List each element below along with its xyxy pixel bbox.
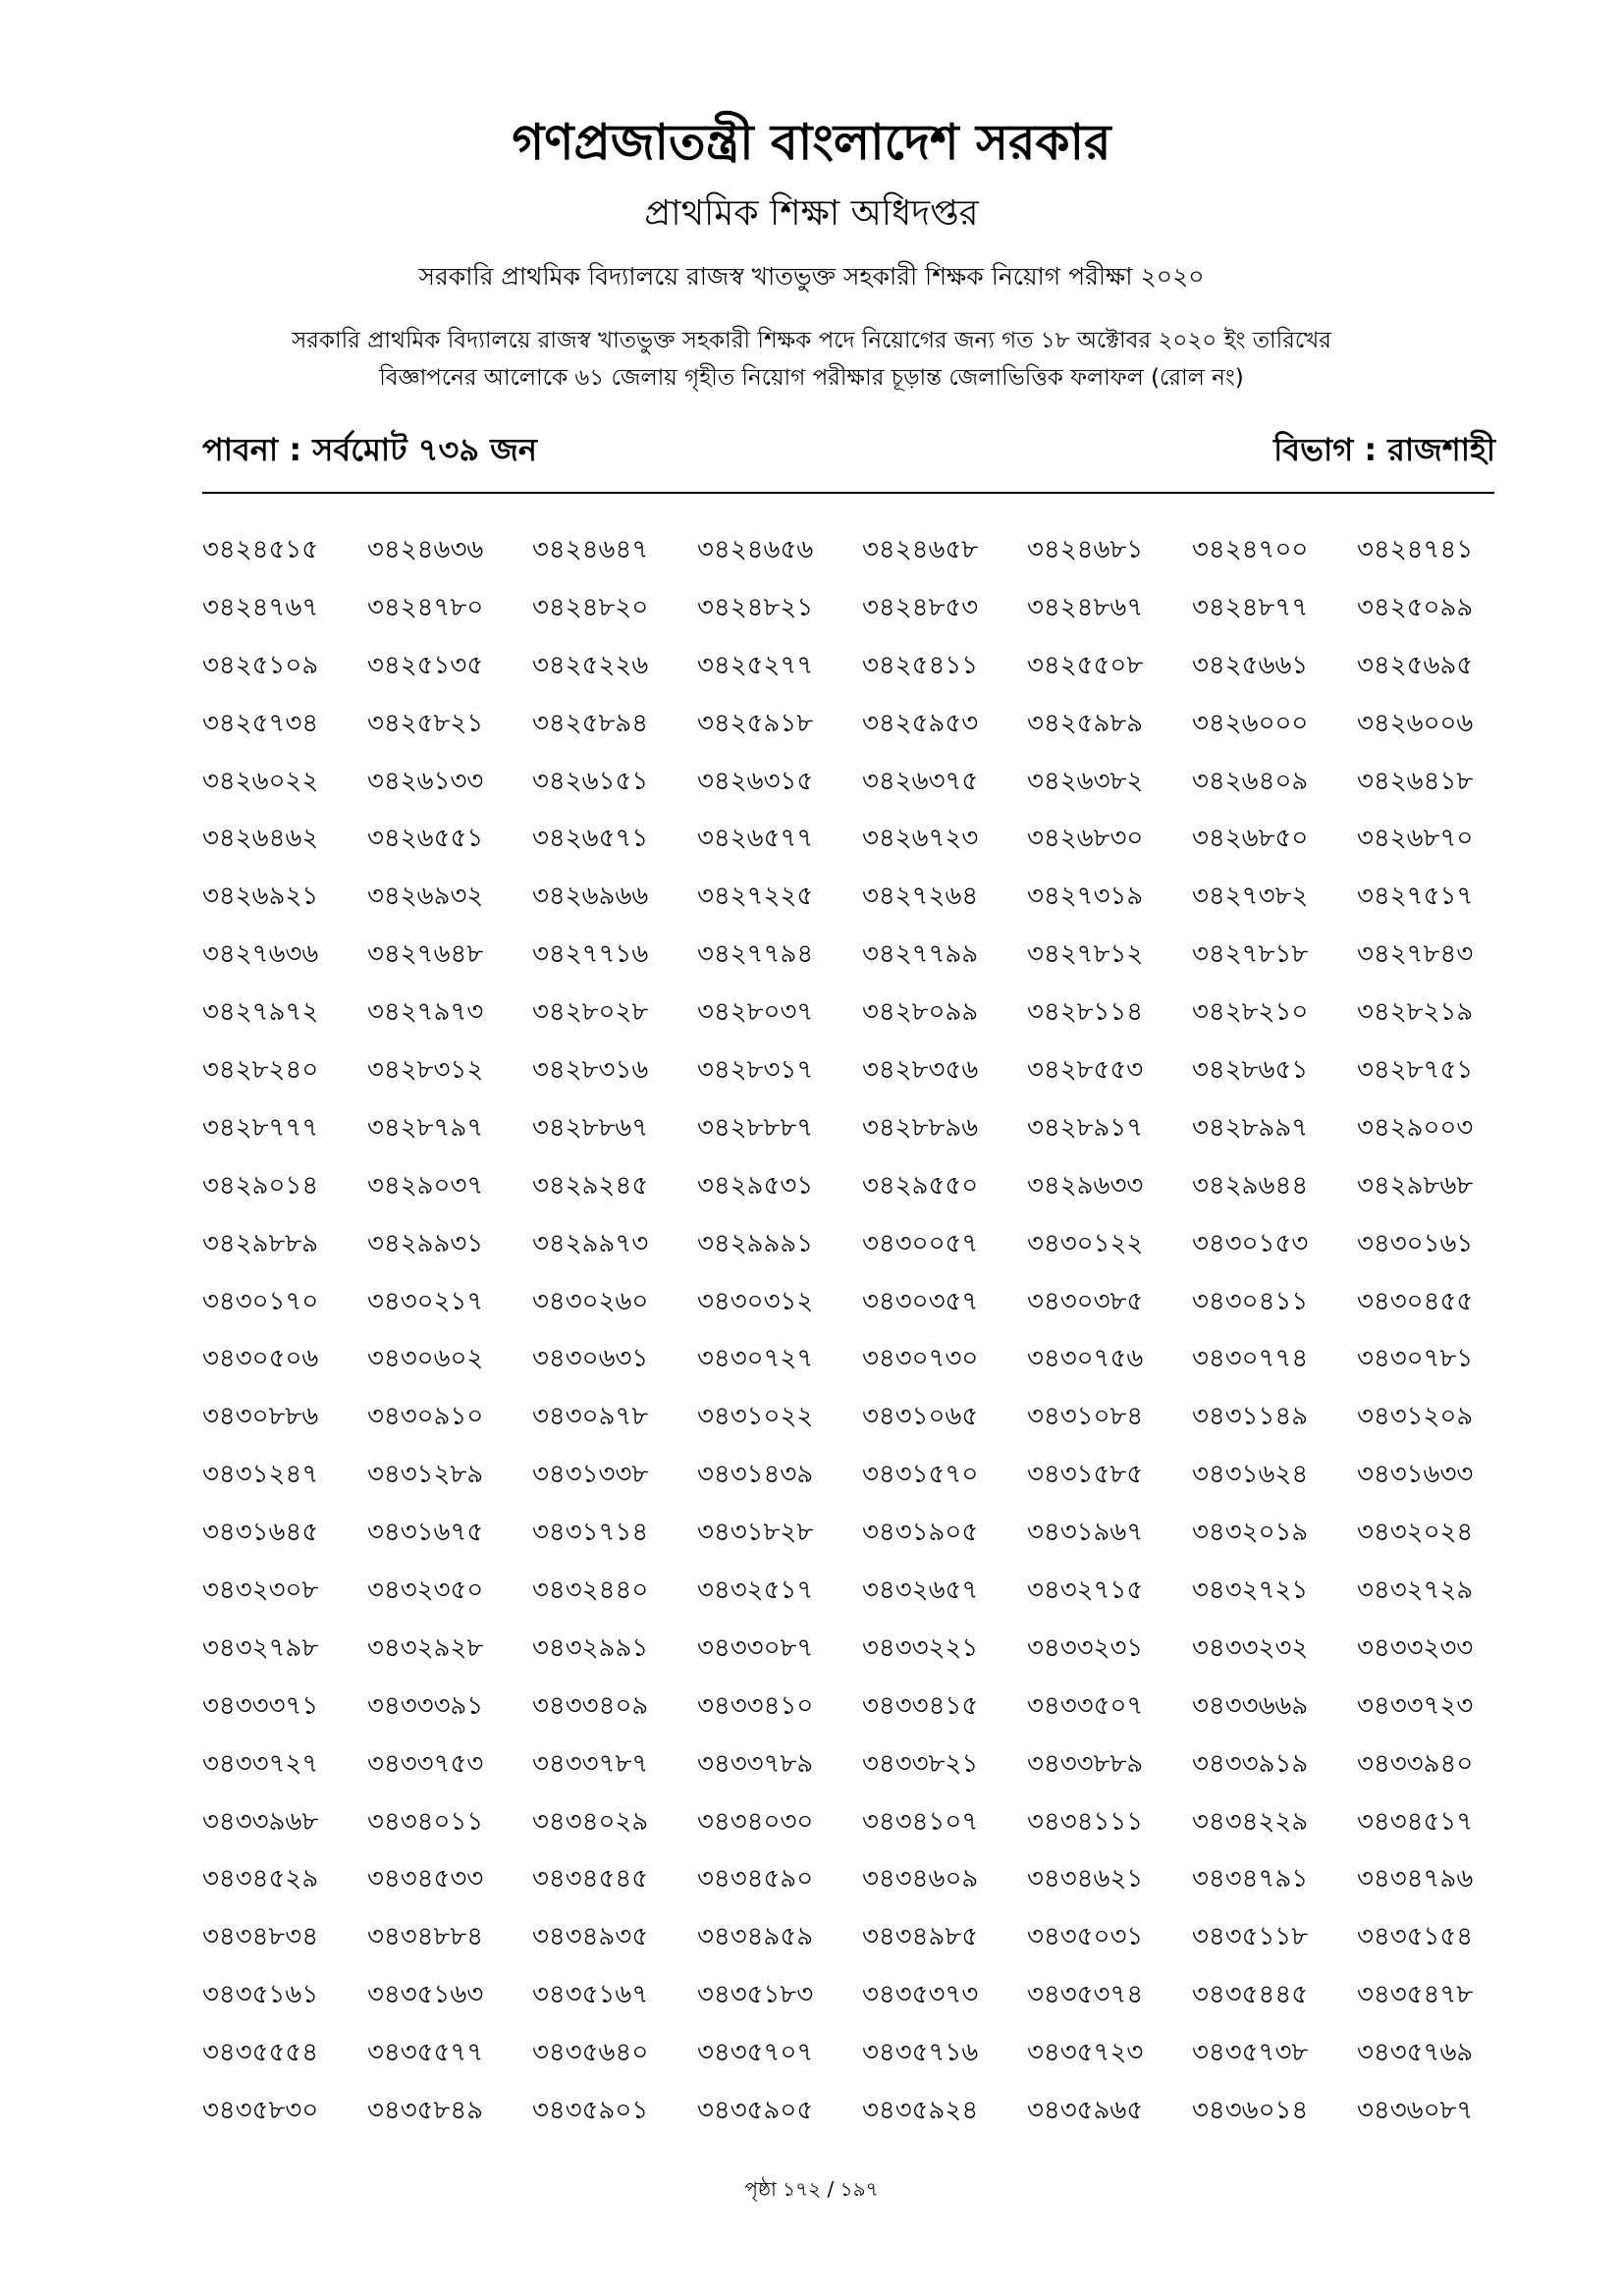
roll-number: ৩৪২৮৮৯৬	[862, 1112, 979, 1143]
roll-number: ৩৪২৫৮৯৪	[532, 708, 649, 738]
roll-number: ৩৪২৬১৫১	[532, 766, 649, 796]
roll-number: ৩৪২৪৬৫৬	[697, 535, 814, 564]
roll-number: ৩৪৩১৪৩৯	[697, 1460, 814, 1490]
roll-number: ৩৪২৪৭০০	[1192, 535, 1309, 564]
roll-number: ৩৪৩০৩৫৭	[862, 1286, 979, 1316]
roll-number: ৩৪২৭৭৯৯	[862, 939, 979, 970]
roll-number: ৩৪৩৫৯৬৫	[1027, 2096, 1144, 2126]
roll-number: ৩৪৩৫৩৭৩	[862, 1980, 979, 2010]
roll-number: ৩৪৩৫৮৪৯	[367, 2096, 484, 2126]
roll-number: ৩৪৩৪৯৮৫	[862, 1922, 979, 1952]
roll-number: ৩৪৩৫৭৩৮	[1192, 2038, 1309, 2068]
roll-number: ৩৪৩৩২৩১	[1027, 1632, 1144, 1663]
roll-number: ৩৪৩০১৬১	[1357, 1228, 1474, 1258]
roll-row	[202, 997, 1538, 1055]
roll-number: ৩৪২৮২১০	[1192, 997, 1309, 1028]
roll-number: ৩৪২৮৬৫১	[1192, 1055, 1309, 1086]
roll-number: ৩৪৩১৬৭৫	[367, 1518, 484, 1548]
roll-number: ৩৪৩৫১৫৪	[1357, 1922, 1474, 1952]
roll-number: ৩৪২৮৩১৭	[697, 1055, 814, 1086]
roll-number: ৩৪৩৪০৩০	[697, 1806, 814, 1837]
roll-number: ৩৪২৭২২৫	[697, 881, 814, 912]
roll-number: ৩৪২৬০০৬	[1357, 708, 1474, 738]
roll-number: ৩৪৩৩৭২৭	[202, 1748, 319, 1779]
roll-number: ৩৪২৬৯২১	[202, 881, 319, 912]
roll-row	[202, 593, 1538, 651]
roll-number: ৩৪৩৩৬৬৯	[1192, 1690, 1309, 1721]
roll-number: ৩৪২৯৫৩১	[697, 1170, 814, 1201]
roll-row	[202, 1864, 1538, 1922]
roll-number: ৩৪২৬৯৩২	[367, 881, 484, 912]
roll-row	[202, 1980, 1538, 2038]
roll-number: ৩৪৩৫৫৭৭	[367, 2038, 484, 2068]
roll-row	[202, 1922, 1538, 1980]
roll-number: ৩৪২৫৯৫৩	[862, 708, 979, 738]
roll-number: ৩৪৩৪৯৫৯	[697, 1922, 814, 1952]
roll-number: ৩৪৩১৯০৫	[862, 1518, 979, 1548]
roll-number: ৩৪৩৪১০৭	[862, 1806, 979, 1837]
roll-number: ৩৪৩৪৫১৭	[1357, 1806, 1474, 1837]
roll-number: ৩৪২৬০২২	[202, 766, 319, 796]
roll-row	[202, 1402, 1538, 1460]
roll-number: ৩৪২৭৫১৭	[1357, 881, 1474, 912]
roll-number: ৩৪৩০৭৭৪	[1192, 1344, 1309, 1374]
roll-number: ৩৪২৪৬৩৬	[367, 535, 484, 564]
roll-number: ৩৪৩৩৪১০	[697, 1690, 814, 1721]
roll-number: ৩৪৩৪৭৯৬	[1357, 1864, 1474, 1895]
roll-row	[202, 1113, 1538, 1171]
roll-number: ৩৪২৫৪১১	[862, 650, 979, 680]
roll-number: ৩৪২৪৭৪১	[1357, 535, 1474, 564]
roll-number: ৩৪৩৩৩৯১	[367, 1690, 484, 1721]
roll-number: ৩৪৩১০৮৪	[1027, 1402, 1144, 1432]
roll-number: ৩৪২৪৭৮০	[367, 592, 484, 622]
roll-number: ৩৪৩২৭৯৮	[202, 1632, 319, 1663]
roll-row	[202, 651, 1538, 709]
roll-number: ৩৪৩০৭২৭	[697, 1344, 814, 1374]
roll-number: ৩৪২৭২৬৪	[862, 881, 979, 912]
roll-number: ৩৪২৫২৭৭	[697, 650, 814, 680]
roll-number: ৩৪৩২৭১৫	[1027, 1575, 1144, 1606]
roll-row	[202, 2096, 1538, 2154]
roll-number: ৩৪২৬৮৩০	[1027, 824, 1144, 854]
page-number: পৃষ্ঠা ১৭২ / ১৯৭	[744, 2177, 879, 2201]
roll-number: ৩৪৩০২১৭	[367, 1286, 484, 1316]
roll-number: ৩৪৩৩২৩২	[1192, 1632, 1309, 1663]
roll-number: ৩৪৩০৭৩০	[862, 1344, 979, 1374]
roll-row	[202, 1749, 1538, 1807]
roll-number: ৩৪৩৫৮৩০	[202, 2096, 319, 2126]
roll-number: ৩৪৩১৫৭০	[862, 1460, 979, 1490]
roll-number: ৩৪৩২৯২৮	[367, 1632, 484, 1663]
roll-number: ৩৪২৪৬৪৭	[532, 535, 649, 564]
roll-number: ৩৪২৫৯৮৯	[1027, 708, 1144, 738]
roll-number: ৩৪২৬৮৭০	[1357, 824, 1474, 854]
roll-number: ৩৪৩০৭৫৬	[1027, 1344, 1144, 1374]
roll-number: ৩৪৩২৯৯১	[532, 1632, 649, 1663]
roll-number: ৩৪৩০৪৫৫	[1357, 1286, 1474, 1316]
roll-number: ৩৪৩১২৮৯	[367, 1460, 484, 1490]
roll-number: ৩৪৩৪৮৩৪	[202, 1922, 319, 1952]
roll-number: ৩৪৩৩৮২১	[862, 1748, 979, 1779]
roll-number: ৩৪২৫১০৯	[202, 650, 319, 680]
roll-number: ৩৪৩৩২৩৩	[1357, 1632, 1474, 1663]
roll-number: ৩৪২৯৯৭৩	[532, 1228, 649, 1258]
roll-number: ৩৪৩১২৪৭	[202, 1460, 319, 1490]
roll-number: ৩৪২৪৮৬৭	[1027, 592, 1144, 622]
roll-number: ৩৪২৯০৩৭	[367, 1170, 484, 1201]
roll-number: ৩৪২৪৮২১	[697, 592, 814, 622]
roll-number: ৩৪২৬১৩৩	[367, 766, 484, 796]
roll-number: ৩৪২৫৬৯৫	[1357, 650, 1474, 680]
roll-number: ৩৪২৫৮২১	[367, 708, 484, 738]
roll-number: ৩৪২৮৭৯৭	[367, 1112, 484, 1143]
roll-number: ৩৪৩৫৭০৭	[697, 2038, 814, 2068]
roll-number: ৩৪৩৩৩৭১	[202, 1690, 319, 1721]
roll-number: ৩৪২৬৫৭১	[532, 824, 649, 854]
roll-number: ৩৪৩৪৭৯১	[1192, 1864, 1309, 1895]
roll-number: ৩৪৩৪০১১	[367, 1806, 484, 1837]
roll-number: ৩৪২৬৪০৯	[1192, 766, 1309, 796]
roll-number: ৩৪২৭৯৭২	[202, 997, 319, 1028]
roll-number: ৩৪২৫৫০৮	[1027, 650, 1144, 680]
roll-number: ৩৪২৫০৯৯	[1357, 592, 1474, 622]
roll-number: ৩৪৩৬০১৪	[1192, 2096, 1309, 2126]
roll-number: ৩৪৩৫০৩১	[1027, 1922, 1144, 1952]
roll-number: ৩৪২৬৮৫০	[1192, 824, 1309, 854]
roll-number: ৩৪২৮৭৭৭	[202, 1112, 319, 1143]
roll-number: ৩৪৩০১৭০	[202, 1286, 319, 1316]
roll-number: ৩৪৩০৩১২	[697, 1286, 814, 1316]
roll-number: ৩৪৩১৫৮৫	[1027, 1460, 1144, 1490]
roll-number: ৩৪২৯৬৪৪	[1192, 1170, 1309, 1201]
roll-number: ৩৪৩৩৭৮৭	[532, 1748, 649, 1779]
division-label: বিভাগ : রাজশাহী	[1273, 431, 1495, 468]
roll-number: ৩৪৩৩৯১৯	[1192, 1748, 1309, 1779]
roll-number: ৩৪২৪৮৭৭	[1192, 592, 1309, 622]
roll-row	[202, 1344, 1538, 1402]
roll-number: ৩৪৩৪৯৩৫	[532, 1922, 649, 1952]
roll-row	[202, 1518, 1538, 1575]
roll-number: ৩৪২৮৮৮৭	[697, 1112, 814, 1143]
roll-number: ৩৪২৮০৩৭	[697, 997, 814, 1028]
roll-number: ৩৪২৮৭৫১	[1357, 1055, 1474, 1086]
roll-number: ৩৪২৮৯৯৭	[1192, 1112, 1309, 1143]
roll-number: ৩৪২৯৫৫০	[862, 1170, 979, 1201]
roll-number: ৩৪৩১৬৪৫	[202, 1518, 319, 1548]
page-title: গণপ্রজাতন্ত্রী বাংলাদেশ সরকার	[512, 114, 1111, 171]
roll-number: ৩৪২৮২১৯	[1357, 997, 1474, 1028]
roll-number: ৩৪৩১৬২৪	[1192, 1460, 1309, 1490]
roll-number: ৩৪৩৩৭৮৯	[697, 1748, 814, 1779]
exam-name: সরকারি প্রাথমিক বিদ্যালয়ে রাজস্ব খাতভুক্ত সহকারী শিক্ষক নিয়োগ পরীক্ষা ২০২০	[418, 262, 1205, 291]
roll-number: ৩৪৩০৬০২	[367, 1344, 484, 1374]
roll-row	[202, 1575, 1538, 1633]
roll-number: ৩৪৩৪২২৯	[1192, 1806, 1309, 1837]
roll-number: ৩৪৩০১৫৩	[1192, 1228, 1309, 1258]
roll-number: ৩৪৩১৩৩৮	[532, 1460, 649, 1490]
roll-row	[202, 1171, 1538, 1229]
roll-number: ৩৪২৭৭১৬	[532, 939, 649, 970]
roll-row	[202, 1055, 1538, 1113]
roll-number: ৩৪২৬৭২৩	[862, 824, 979, 854]
roll-number: ৩৪৩৫৪৭৮	[1357, 1980, 1474, 2010]
roll-number: ৩৪২৭৮৪৩	[1357, 939, 1474, 970]
roll-row	[202, 767, 1538, 825]
roll-number: ৩৪২৯৬৩৩	[1027, 1170, 1144, 1201]
roll-number: ৩৪৩০৯৭৮	[532, 1402, 649, 1432]
roll-number: ৩৪৩২০১৯	[1192, 1518, 1309, 1548]
district-total-label: পাবনা : সর্বমোট ৭৩৯ জন	[202, 431, 537, 468]
roll-number: ৩৪৩৫৪৪৫	[1192, 1980, 1309, 2010]
roll-number: ৩৪৩৩৭৫৩	[367, 1748, 484, 1779]
roll-number: ৩৪৩২৪৪০	[532, 1575, 649, 1606]
roll-number: ৩৪২৭৬৩৬	[202, 939, 319, 970]
roll-number: ৩৪২৮৫৫৩	[1027, 1055, 1144, 1086]
roll-number: ৩৪৩৪৮৮৪	[367, 1922, 484, 1952]
roll-number: ৩৪২৬৪৬২	[202, 824, 319, 854]
roll-number: ৩৪২৭৭৯৪	[697, 939, 814, 970]
roll-number: ৩৪৩১০৬৫	[862, 1402, 979, 1432]
roll-number: ৩৪৩৫৫৫৪	[202, 2038, 319, 2068]
roll-number: ৩৪২৪৬৮১	[1027, 535, 1144, 564]
roll-number: ৩৪৩৫৯০৫	[697, 2096, 814, 2126]
roll-number: ৩৪৩০৭৮১	[1357, 1344, 1474, 1374]
roll-number: ৩৪২৫৭৩৪	[202, 708, 319, 738]
roll-number: ৩৪৩৩০৮৭	[697, 1632, 814, 1663]
roll-number: ৩৪৩০৫০৬	[202, 1344, 319, 1374]
roll-row	[202, 709, 1538, 767]
roll-number: ৩৪৩৪৬২১	[1027, 1864, 1144, 1895]
roll-number: ৩৪৩৫১৬১	[202, 1980, 319, 2010]
roll-number: ৩৪৩০৮৮৬	[202, 1402, 319, 1432]
roll-number: ৩৪৩২৩৫০	[367, 1575, 484, 1606]
roll-number: ৩৪২৯২৪৫	[532, 1170, 649, 1201]
roll-row	[202, 2038, 1538, 2096]
roll-number-grid	[202, 535, 1538, 2154]
description-line-2: বিজ্ঞাপনের আলোকে ৬১ জেলায় গৃহীত নিয়োগ পরীক্ষার চূড়ান্ত জেলাভিত্তিক ফলাফল (রোল নং)	[379, 365, 1244, 391]
roll-row	[202, 1633, 1538, 1691]
roll-number: ৩৪৩২৫১৭	[697, 1575, 814, 1606]
roll-number: ৩৪৩৫৯২৪	[862, 2096, 979, 2126]
roll-number: ৩৪২৭৩১৯	[1027, 881, 1144, 912]
roll-number: ৩৪২৬৫৭৭	[697, 824, 814, 854]
description-line-1: সরকারি প্রাথমিক বিদ্যালয়ে রাজস্ব খাতভুক্ত সহকারী শিক্ষক পদে নিয়োগের জন্য গত ১৮ অক্টোবর ২০২০ ইং তারিখের	[292, 328, 1331, 353]
roll-number: ৩৪৩০৯১০	[367, 1402, 484, 1432]
roll-number: ৩৪২৮২৪০	[202, 1055, 319, 1086]
roll-number: ৩৪২৭৮১২	[1027, 939, 1144, 970]
roll-number: ৩৪৩৩৮৮৯	[1027, 1748, 1144, 1779]
roll-number: ৩৪২৯৯৯১	[697, 1228, 814, 1258]
roll-number: ৩৪২৮৩৫৬	[862, 1055, 979, 1086]
roll-row	[202, 824, 1538, 881]
roll-number: ৩৪৩৫৩৭৪	[1027, 1980, 1144, 2010]
roll-number: ৩৪৩৫৬৪০	[532, 2038, 649, 2068]
roll-number: ৩৪৩২৭২৯	[1357, 1575, 1474, 1606]
roll-number: ৩৪২৪৮২০	[532, 592, 649, 622]
roll-number: ৩৪৩০৩৮৫	[1027, 1286, 1144, 1316]
roll-row	[202, 1460, 1538, 1518]
roll-number: ৩৪২৯৯৩১	[367, 1228, 484, 1258]
roll-number: ৩৪২৯০০৩	[1357, 1112, 1474, 1143]
roll-number: ৩৪৩৬০৮৭	[1357, 2096, 1474, 2126]
roll-number: ৩৪২৮৯১৭	[1027, 1112, 1144, 1143]
roll-number: ৩৪৩০২৬০	[532, 1286, 649, 1316]
roll-number: ৩৪২৭৮১৮	[1192, 939, 1309, 970]
roll-number: ৩৪৩৩৭২৩	[1357, 1690, 1474, 1721]
roll-number: ৩৪২৭৬৪৮	[367, 939, 484, 970]
roll-number: ৩৪৩৪১১১	[1027, 1806, 1144, 1837]
roll-number: ৩৪৩৫৭৬৯	[1357, 2038, 1474, 2068]
header-divider	[202, 492, 1494, 494]
roll-number: ৩৪৩৫১১৮	[1192, 1922, 1309, 1952]
roll-number: ৩৪৩২৬৫৭	[862, 1575, 979, 1606]
roll-number: ৩৪৩৩৪০৯	[532, 1690, 649, 1721]
roll-row	[202, 1229, 1538, 1287]
roll-number: ৩৪৩৫১৬৩	[367, 1980, 484, 2010]
roll-row	[202, 881, 1538, 939]
roll-number: ৩৪৩৩৯৪০	[1357, 1748, 1474, 1779]
roll-number: ৩৪২৫২২৬	[532, 650, 649, 680]
roll-number: ৩৪২৮০২৮	[532, 997, 649, 1028]
roll-number: ৩৪৩৪৫২৯	[202, 1864, 319, 1895]
roll-number: ৩৪৩২০২৪	[1357, 1518, 1474, 1548]
roll-number: ৩৪২৫৬৬১	[1192, 650, 1309, 680]
roll-number: ৩৪২৪৬৫৮	[862, 535, 979, 564]
roll-number: ৩৪২৫৯১৮	[697, 708, 814, 738]
roll-number: ৩৪৩০৬৩১	[532, 1344, 649, 1374]
roll-number: ৩৪৩৩৪১৫	[862, 1690, 979, 1721]
roll-number: ৩৪৩১৬৩৩	[1357, 1460, 1474, 1490]
roll-number: ৩৪৩৩২২১	[862, 1632, 979, 1663]
roll-number: ৩৪২৮৮৬৭	[532, 1112, 649, 1143]
roll-number: ৩৪৩১৮২৮	[697, 1518, 814, 1548]
department-subtitle: প্রাথমিক শিক্ষা অধিদপ্তর	[644, 193, 979, 234]
roll-number: ৩৪২৬৪১৮	[1357, 766, 1474, 796]
roll-number: ৩৪৩৫৯০১	[532, 2096, 649, 2126]
roll-number: ৩৪২৬৩৭৫	[862, 766, 979, 796]
roll-number: ৩৪২৯০১৪	[202, 1170, 319, 1201]
roll-number: ৩৪২৯৮৮৯	[202, 1228, 319, 1258]
roll-number: ৩৪৩৫১৮৩	[697, 1980, 814, 2010]
roll-number: ৩৪২৮৩১৬	[532, 1055, 649, 1086]
roll-number: ৩৪৩১৯৬৭	[1027, 1518, 1144, 1548]
roll-number: ৩৪৩৫৭২৩	[1027, 2038, 1144, 2068]
roll-number: ৩৪৩৪৫৯০	[697, 1864, 814, 1895]
roll-number: ৩৪২৬৩৮২	[1027, 766, 1144, 796]
roll-number: ৩৪৩৪৫৩৩	[367, 1864, 484, 1895]
roll-number: ৩৪৩৪০২৯	[532, 1806, 649, 1837]
roll-number: ৩৪২৬৫৫১	[367, 824, 484, 854]
roll-number: ৩৪২৭৯৭৩	[367, 997, 484, 1028]
roll-number: ৩৪২৭৩৮২	[1192, 881, 1309, 912]
roll-number: ৩৪২৬০০০	[1192, 708, 1309, 738]
roll-number: ৩৪২৮১১৪	[1027, 997, 1144, 1028]
roll-row	[202, 1807, 1538, 1865]
roll-number: ৩৪৩৫৭১৬	[862, 2038, 979, 2068]
roll-number: ৩৪৩১৭১৪	[532, 1518, 649, 1548]
roll-number: ৩৪৩০০৫৭	[862, 1228, 979, 1258]
roll-number: ৩৪২৬৩১৫	[697, 766, 814, 796]
roll-number: ৩৪৩১০২২	[697, 1402, 814, 1432]
roll-number: ৩৪২৫১৩৫	[367, 650, 484, 680]
roll-number: ৩৪২৮০৯৯	[862, 997, 979, 1028]
roll-number: ৩৪৩২৭২১	[1192, 1575, 1309, 1606]
roll-number: ৩৪৩০৪১১	[1192, 1286, 1309, 1316]
roll-number: ৩৪৩৩৯৬৮	[202, 1806, 319, 1837]
roll-number: ৩৪২৮৩১২	[367, 1055, 484, 1086]
roll-number: ৩৪২৯৮৬৮	[1357, 1170, 1474, 1201]
roll-number: ৩৪৩৫১৬৭	[532, 1980, 649, 2010]
roll-number: ৩৪৩২৩০৮	[202, 1575, 319, 1606]
roll-number: ৩৪৩১১৪৯	[1192, 1402, 1309, 1432]
roll-row	[202, 535, 1538, 593]
roll-row	[202, 1691, 1538, 1749]
roll-row	[202, 939, 1538, 997]
roll-number: ৩৪৩১২০৯	[1357, 1402, 1474, 1432]
roll-number: ৩৪৩৩৫০৭	[1027, 1690, 1144, 1721]
roll-number: ৩৪৩০১২২	[1027, 1228, 1144, 1258]
roll-number: ৩৪২৪৮৫৩	[862, 592, 979, 622]
roll-number: ৩৪২৪৫১৫	[202, 535, 319, 564]
roll-number: ৩৪২৬৯৬৬	[532, 881, 649, 912]
roll-number: ৩৪৩৪৬০৯	[862, 1864, 979, 1895]
roll-row	[202, 1287, 1538, 1345]
roll-number: ৩৪৩৪৫৪৫	[532, 1864, 649, 1895]
roll-number: ৩৪২৪৭৬৭	[202, 592, 319, 622]
